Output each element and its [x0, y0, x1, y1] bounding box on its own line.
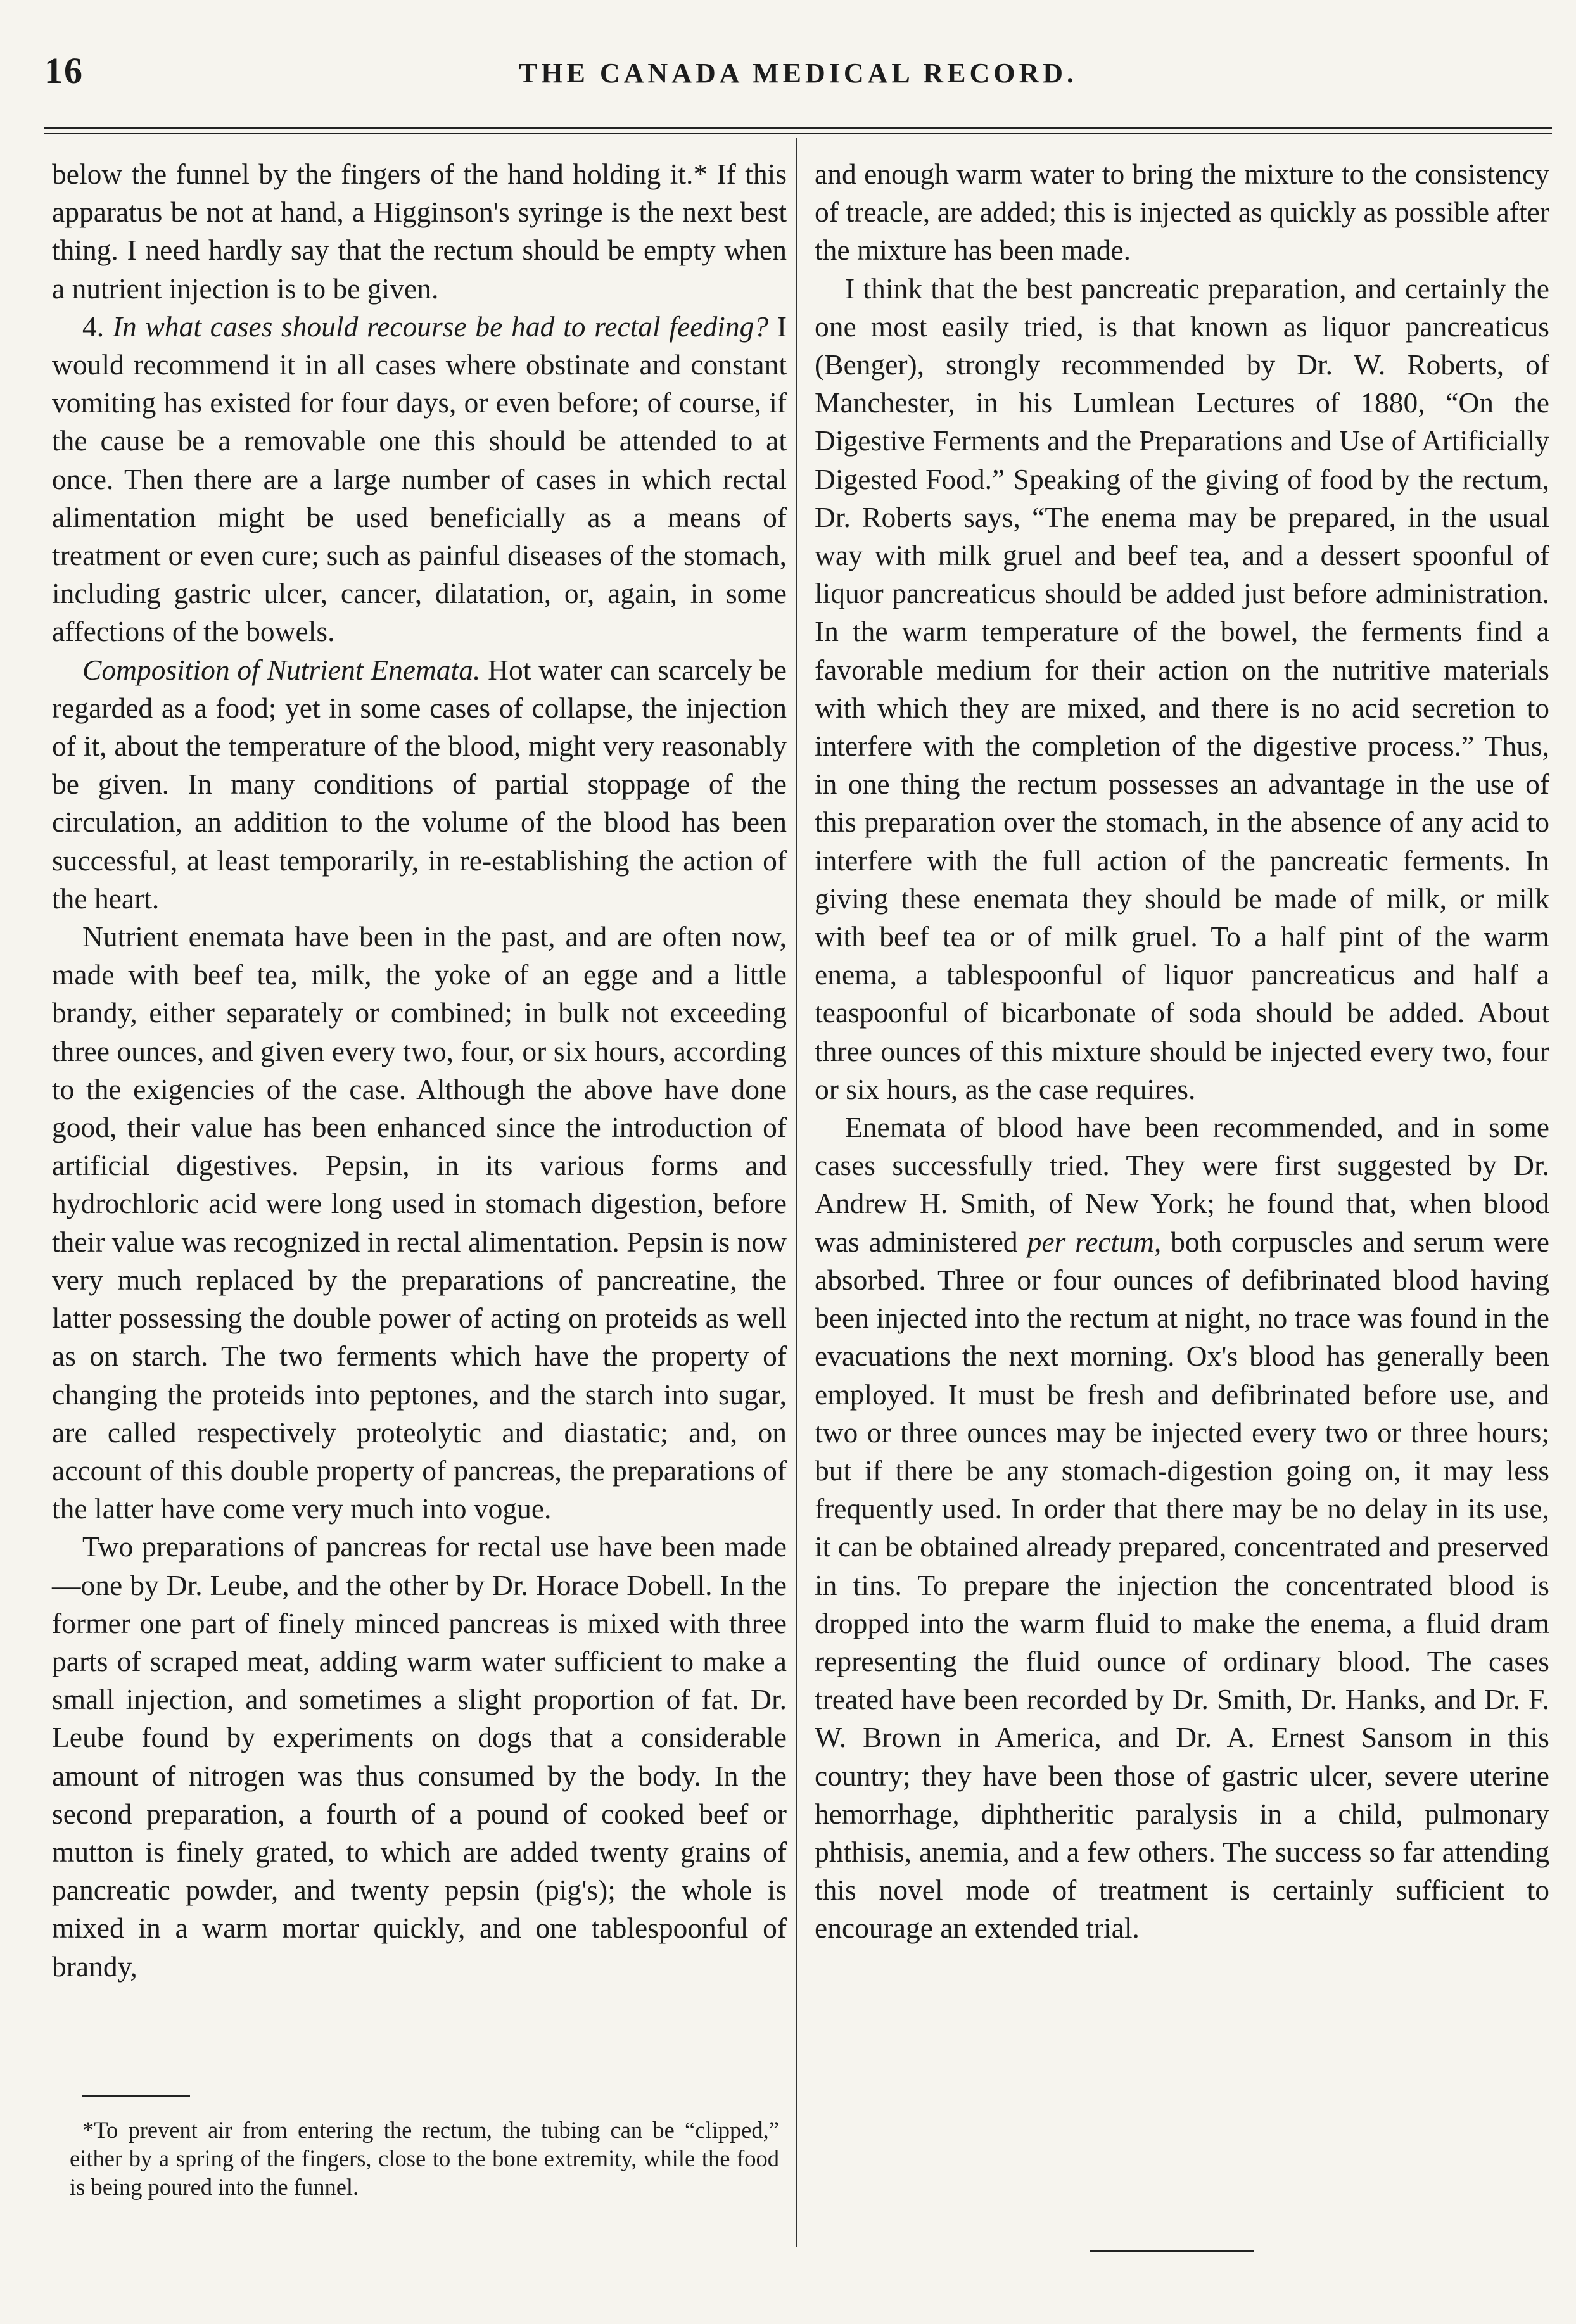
- paragraph: and enough warm water to bring the mixture to the consistency of treacle, are added; this is injected as quickly as possible after the mixture has been made.: [815, 158, 1549, 267]
- paragraph: [52, 651, 787, 918]
- section-heading: Composition of Nutrient Enemata.: [82, 653, 481, 686]
- section-heading: In what cases should recourse be had to rectal feeding?: [112, 310, 769, 343]
- paragraph: below the funnel by the fingers of the hand holding it.* If this apparatus be not at hand, a Higginson's syringe is the next best thing. I need hardly say that the rectum should be empty when a nutrient injection is to be given.: [52, 158, 787, 305]
- column-divider: [796, 138, 797, 2247]
- end-rule: [1090, 2250, 1254, 2252]
- paragraph: [815, 1108, 1549, 1947]
- header-rule-thin: [44, 133, 1552, 134]
- footnote-text: *To prevent air from entering the rectum, the tubing can be “clipped,” either by a spring of the fingers, close to the bone extremity, while the food is being poured into the funnel.: [70, 2117, 779, 2200]
- paragraph: I think that the best pancreatic preparation, and certainly the one most easily tried, is that known as liquor pancreaticus (Benger), strongly recommended by Dr. W. Roberts, of Manchester, in his Lumlean Lectures of 1880, “On the Digestive Ferments and the Preparations and Use of Artificially Digested Food.” Speaking of the giving of food by the rectum, Dr. Roberts says, “The enema may be prepared, in the usual way with milk gruel and beef tea, and a dessert spoonful of liquor pancreaticus should be added just before administration. In the warm temperature of the bowel, the ferments find a favorable medium for their action on the nutritive materials with which they are mixed, and there is no acid secretion to interfere with the completion of the digestive process.” Thus, in one thing the rectum possesses an advantage in the use of this preparation over the stomach, in the absence of any acid to interfere with the full action of the pancreatic ferments. In giving these enemata they should be made of milk, or milk with beef tea or of milk gruel. To a half pint of the warm enema, a tablespoonful of liquor pancreaticus and half a teaspoonful of bicarbonate of soda should be added. About three ounces of this mixture should be injected every two, four or six hours, as the case requires.: [815, 272, 1549, 1105]
- left-column: [52, 155, 787, 1986]
- paragraph: Two preparations of pancreas for rectal use have been made—one by Dr. Leube, and the other by Dr. Horace Dobell. In the former one part of finely minced pancreas is mixed with three parts of scraped meat, adding warm water sufficient to make a small injection, and sometimes a slight proportion of fat. Dr. Leube found by experiments on dogs that a considerable amount of nitrogen was thus consumed by the body. In the second preparation, a fourth of a pound of cooked beef or mutton is finely grated, to which are added twenty grains of pancreatic powder, and twenty pepsin (pig's); the whole is mixed in a warm mortar quickly, and one tablespoonful of brandy,: [52, 1530, 787, 1983]
- paragraph-text: Hot water can scarcely be regarded as a food; yet in some cases of collapse, the injection of it, about the temperature of the blood, might very reasonably be given. In many conditions of partial stoppage of the circulation, an addition to the volume of the blood has been successful, at least temporarily, in re-establishing the action of the heart.: [52, 653, 787, 915]
- page-header: [44, 49, 1552, 106]
- running-title: THE CANADA MEDICAL RECORD.: [518, 58, 1078, 89]
- paragraph: Nutrient enemata have been in the past, and are often now, made with beef tea, milk, the yoke of an egge and a little brandy, either separately or combined; in bulk not exceeding three ounces, and given every two, four, or six hours, according to the exigencies of the case. Although the above have done good, their value has been enhanced since the introduction of artificial digestives. Pepsin, in its various forms and hydrochloric acid were long used in stomach digestion, before their value was recognized in rectal alimentation. Pepsin is now very much replaced by the preparations of pancreatine, the latter possessing the double power of acting on proteids as well as on starch. The two ferments which have the property of changing the proteids into peptones, and the starch into sugar, are called respectively proteolytic and diastatic; and, on account of this double property of pancreas, the preparations of the latter have come very much into vogue.: [52, 920, 787, 1525]
- right-column: [815, 155, 1549, 1948]
- paragraph-text: I would recommend it in all cases where obstinate and constant vomiting has existed for four days, or even before; of course, if the cause be a removable one this should be attended to at once. Then there are a large number of cases in which rectal alimentation might be used beneficially as a means of treatment or even cure; such as painful diseases of the stomach, including gastric ulcer, cancer, dilatation, or, again, in some affections of the bowels.: [52, 310, 787, 648]
- paragraph-text: Enemata of blood have been recommended, and in some cases successfully tried. They were first suggested by Dr. Andrew H. Smith, of New York; he found that, when blood was administered: [815, 1111, 1549, 1258]
- paragraph: [52, 308, 787, 651]
- section-number: 4.: [82, 310, 105, 343]
- paragraph-text: both corpuscles and serum were absorbed. Three or four ounces of defibrinated blood having been injected into the rectum at night, no trace was found in the evacuations the next morning. Ox's blood has generally been employed. It must be fresh and defibrinated before use, and two or three ounces may be injected every two or three hours; but if there be any stomach-digestion going on, it may less frequently used. In order that there may be no delay in its use, it can be obtained already prepared, concentrated and preserved in tins. To prepare the injection the concentrated blood is dropped into the warm fluid to make the enema, a fluid dram representing the fluid ounce of ordinary blood. The cases treated have been recorded by Dr. Smith, Dr. Hanks, and Dr. F. W. Brown in America, and Dr. A. Ernest Sansom in this country; they have been those of gastric ulcer, severe uterine hemorrhage, diphtheritic paralysis in a child, pulmonary phthisis, anemia, and a few others. The success so far attending this novel mode of treatment is certainly sufficient to encourage an extended trial.: [815, 1225, 1550, 1945]
- footnote-rule: [82, 2095, 190, 2097]
- page-number: 16: [44, 50, 84, 91]
- header-rule: [44, 127, 1552, 129]
- footnote: [70, 2116, 779, 2201]
- latin-term: per rectum,: [1027, 1225, 1162, 1258]
